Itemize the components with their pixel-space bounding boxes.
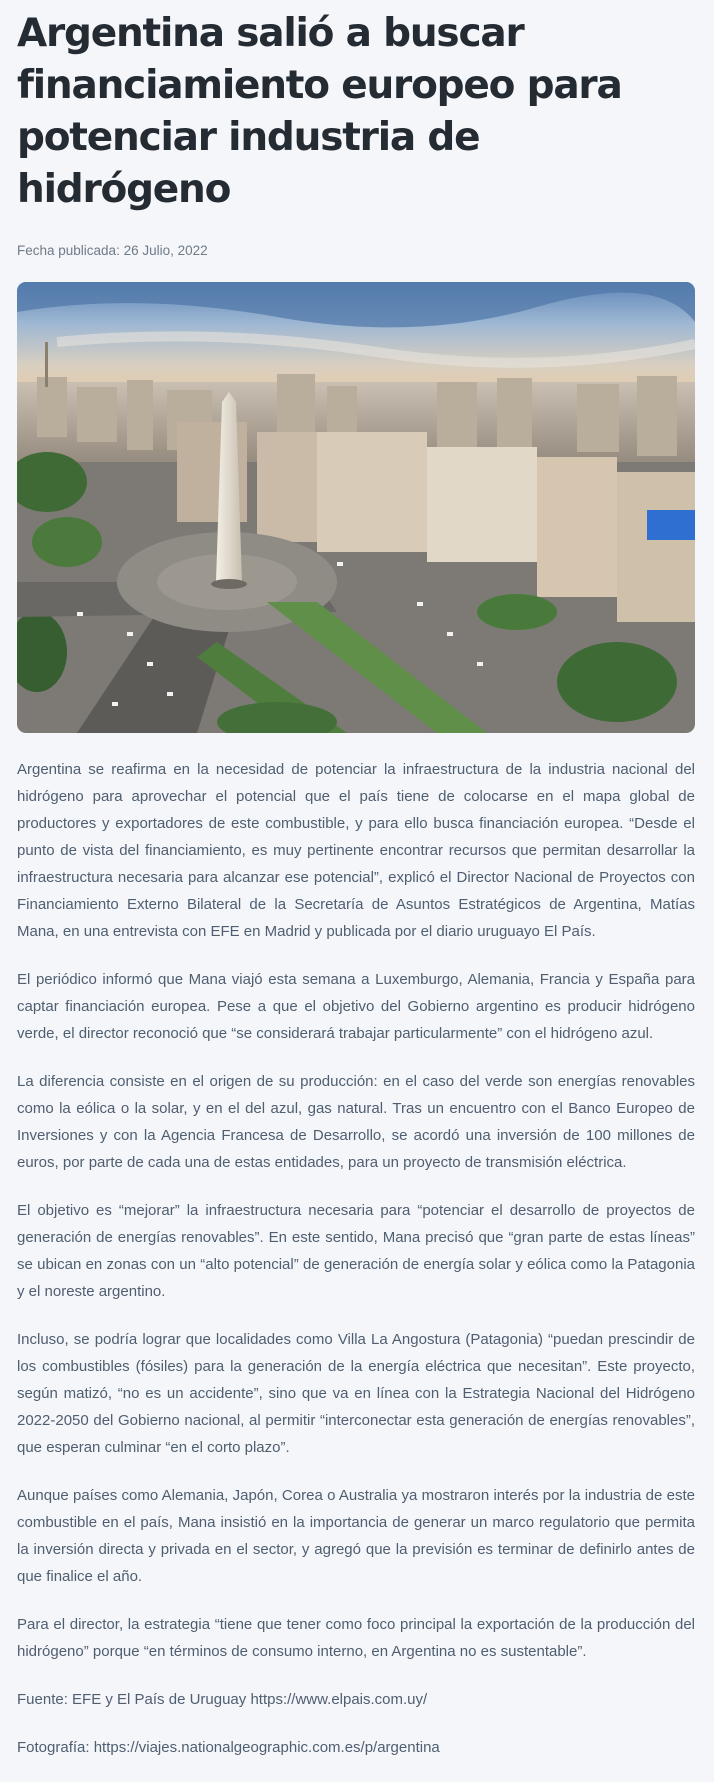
paragraph: Aunque países como Alemania, Japón, Corea o Australia ya mostraron interés por la industria de este combustible en el país, Mana insistió en la importancia de generar un marco regulatorio que permita la inversión directa y privada en el sector, y agregó que la previsión es terminar de definirlo antes de que finalice el año. (17, 1487, 695, 1585)
paragraph: Argentina se reafirma en la necesidad de potenciar la infraestructura de la industria nacional del hidrógeno para aprovechar el potencial que el país tiene de colocarse en el mapa global de productores y exportadores de este combustible, y para ello busca financiación europea. “Desde el punto de vista del financiamiento, es muy pertinente encontrar recursos que permitan desarrollar la infraestructura necesaria para alcanzar ese potencial”, explicó el Director Nacional de Proyectos con Financiamiento Externo Bilateral de la Secretaría de Asuntos Estratégicos de Argentina, Matías Mana, en una entrevista con EFE en Madrid y publicada por el diario uruguayo El País. (17, 761, 695, 940)
paragraph: Para el director, la estrategia “tiene que tener como foco principal la exportación de la producción del hidrógeno” porque “en términos de consumo interno, en Argentina no es sustentable”. (17, 1616, 695, 1660)
article-hero-image (17, 282, 695, 733)
paragraph: El periódico informó que Mana viajó esta semana a Luxemburgo, Alemania, Francia y España para captar financiación europea. Pese a que el objetivo del Gobierno argentino es producir hidrógeno verde, el director reconoció que “se considerará trabajar particularmente” con el hidrógeno azul. (17, 971, 695, 1042)
photo-label: Fotografía: (17, 1739, 94, 1756)
source-link[interactable]: https://www.elpais.com.uy/ (250, 1691, 428, 1708)
article-title: Argentina salió a buscar financiamiento europeo para potenciar industria de hidrógeno (17, 11, 622, 212)
article-body (17, 756, 695, 1761)
photo-credit-line (17, 1734, 695, 1761)
article (17, 0, 695, 1782)
source-line (17, 1686, 695, 1713)
paragraph: Incluso, se podría lograr que localidades como Villa La Angostura (Patagonia) “puedan prescindir de los combustibles (fósiles) para la generación de la energía eléctrica que necesitan”. Este proyecto, según matizó, “no es un accidente”, sino que va en línea con la Estrategia Nacional del Hidrógeno 2022-2050 del Gobierno nacional, al permitir “interconectar esta generación de energías renovables”, que esperan culminar “en el corto plazo”. (17, 1331, 695, 1456)
paragraph: El objetivo es “mejorar” la infraestructura necesaria para “potenciar el desarrollo de proyectos de generación de energías renovables”. En este sentido, Mana precisó que “gran parte de estas líneas” se ubican en zonas con un “alto potencial” de generación de energía solar y eólica como la Patagonia y el noreste argentino. (17, 1202, 695, 1300)
source-label: Fuente: EFE y El País de Uruguay (17, 1691, 251, 1708)
publish-date: Fecha publicada: 26 Julio, 2022 (17, 243, 208, 258)
photo-link[interactable]: https://viajes.nationalgeographic.com.es/p/argentina (93, 1739, 440, 1756)
paragraph: La diferencia consiste en el origen de su producción: en el caso del verde son energías renovables como la eólica o la solar, y en el del azul, gas natural. Tras un encuentro con el Banco Europeo de Inversiones y con la Agencia Francesa de Desarrollo, se acordó una inversión de 100 millones de euros, por parte de cada una de estas entidades, para un proyecto de transmisión eléctrica. (17, 1073, 695, 1171)
